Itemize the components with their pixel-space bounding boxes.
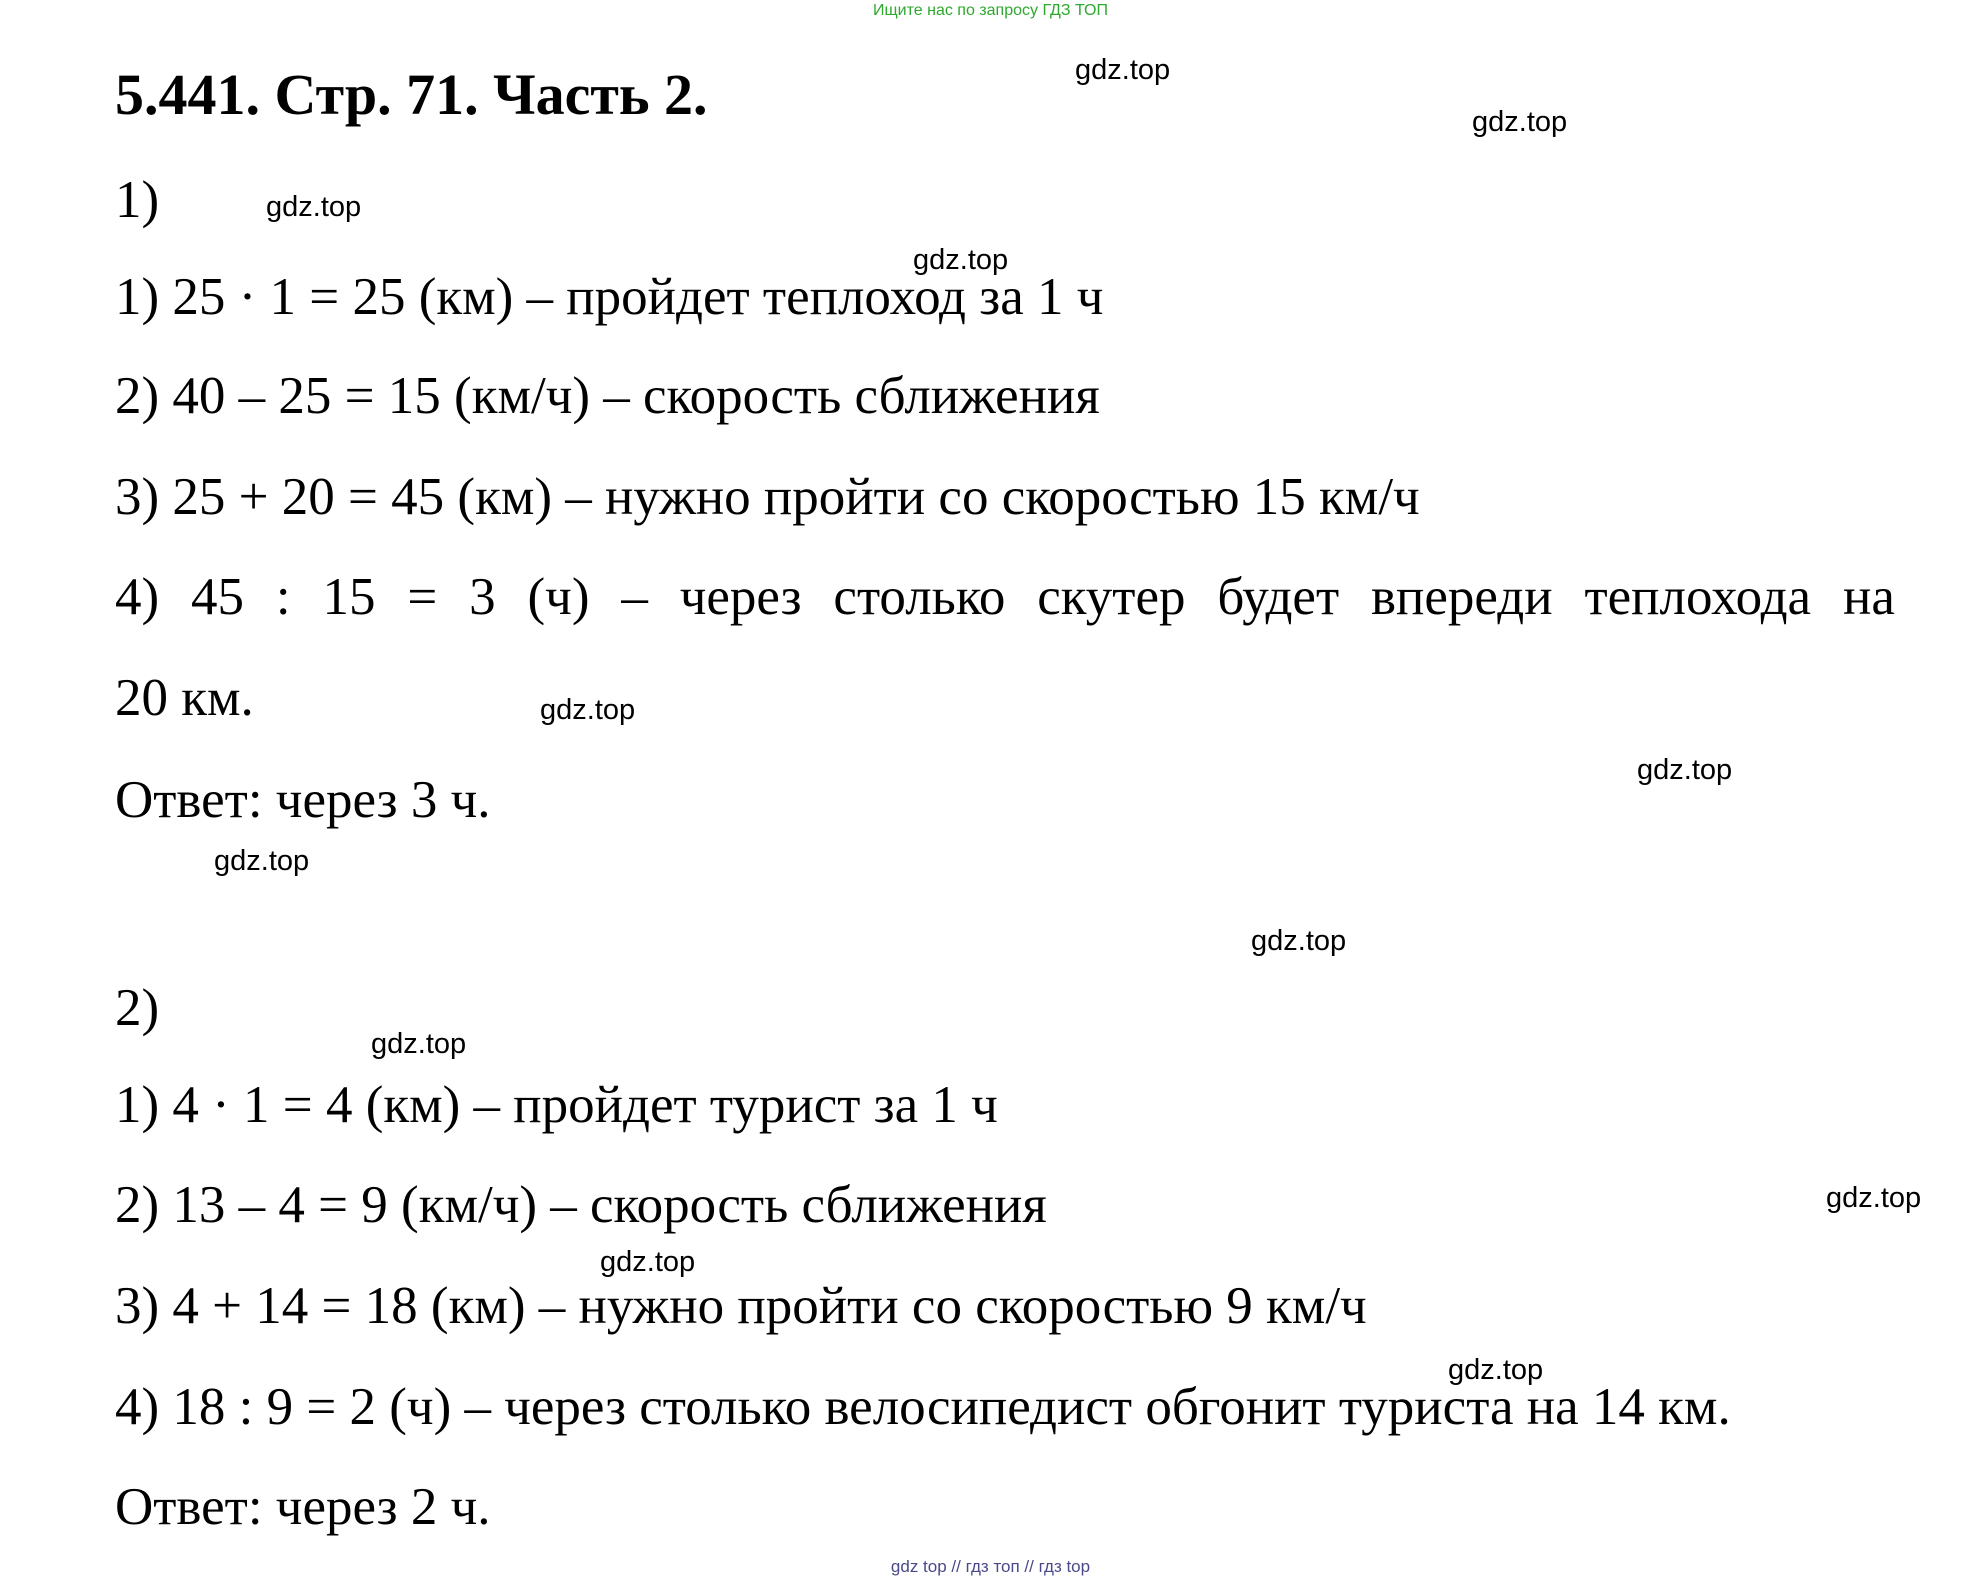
step-word: будет bbox=[1217, 568, 1340, 626]
watermark: gdz.top bbox=[540, 694, 636, 726]
part1-step-2: 2) 40 – 25 = 15 (км/ч) – скорость сближения bbox=[115, 367, 1100, 425]
step-word: 15 bbox=[322, 568, 376, 626]
step-word: (ч) bbox=[527, 568, 590, 626]
part1-answer: Ответ: через 3 ч. bbox=[115, 771, 491, 829]
watermark: gdz.top bbox=[1826, 1182, 1922, 1214]
part1-label: 1) bbox=[115, 171, 160, 229]
watermark: gdz.top bbox=[1637, 754, 1733, 786]
watermark: gdz.top bbox=[371, 1028, 467, 1060]
watermark: gdz.top bbox=[1075, 54, 1171, 86]
step-word: 45 bbox=[191, 568, 245, 626]
part2-step-1: 1) 4 · 1 = 4 (км) – пройдет турист за 1 ч bbox=[115, 1076, 998, 1134]
part2-step-2: 2) 13 – 4 = 9 (км/ч) – скорость сближения bbox=[115, 1176, 1047, 1234]
part1-step-1: 1) 25 · 1 = 25 (км) – пройдет теплоход за 1 ч bbox=[115, 268, 1104, 326]
step-word: на bbox=[1842, 568, 1895, 626]
step-word: : bbox=[275, 568, 291, 626]
part2-step-4: 4) 18 : 9 = 2 (ч) – через столько велосипедист обгонит туриста на 14 км. bbox=[115, 1378, 1731, 1436]
step-word: скутер bbox=[1037, 568, 1186, 626]
watermark: gdz.top bbox=[1472, 106, 1568, 138]
step-word: через bbox=[679, 568, 802, 626]
step-word: 3 bbox=[469, 568, 496, 626]
watermark: gdz.top bbox=[1448, 1354, 1544, 1386]
step-word: впереди bbox=[1371, 568, 1553, 626]
step-word: столько bbox=[833, 568, 1006, 626]
part1-step-4 bbox=[115, 565, 1895, 629]
part2-answer: Ответ: через 2 ч. bbox=[115, 1478, 491, 1536]
page-title: 5.441. Стр. 71. Часть 2. bbox=[115, 62, 708, 127]
step-word: – bbox=[621, 568, 648, 626]
step-word: = bbox=[407, 568, 438, 626]
part1-step-4-continuation: 20 км. bbox=[115, 669, 254, 727]
part1-step-3: 3) 25 + 20 = 45 (км) – нужно пройти со скоростью 15 км/ч bbox=[115, 468, 1420, 526]
watermark: gdz.top bbox=[214, 845, 310, 877]
watermark: gdz.top bbox=[1251, 925, 1347, 957]
watermark: gdz.top bbox=[913, 244, 1009, 276]
top-banner: Ищите нас по запросу ГДЗ ТОП bbox=[873, 2, 1108, 19]
part2-label: 2) bbox=[115, 979, 160, 1037]
footer: gdz top // гдз топ // гдз top bbox=[890, 1557, 1091, 1576]
part2-step-3: 3) 4 + 14 = 18 (км) – нужно пройти со скоростью 9 км/ч bbox=[115, 1277, 1367, 1335]
watermark: gdz.top bbox=[600, 1246, 696, 1278]
step-word: теплохода bbox=[1584, 568, 1812, 626]
step-word: 4) bbox=[115, 568, 160, 626]
watermark: gdz.top bbox=[266, 191, 362, 223]
